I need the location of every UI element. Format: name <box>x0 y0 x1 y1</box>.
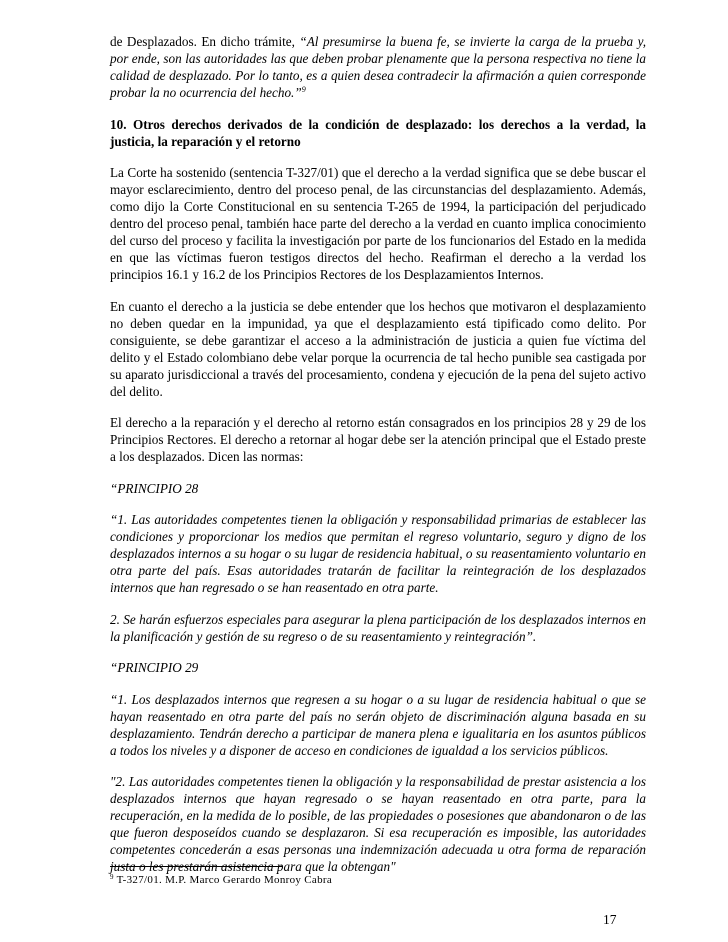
footnote-mark: 9 <box>110 873 114 881</box>
paragraph-intro <box>110 33 646 101</box>
principle-28-title: “PRINCIPIO 28 <box>110 480 199 496</box>
footnote-text: T-327/01. M.P. Marco Gerardo Monroy Cabra <box>113 874 333 886</box>
footnote-reference: 9 <box>301 85 306 94</box>
paragraph-justice: En cuanto el derecho a la justicia se debe entender que los hechos que motivaron el desplazamiento no deben quedar en la impunidad, ya que el desplazamiento está tipificado como delito. Por consiguiente, se debe garantizar el acceso a la administración de justicia a quien fue víctima del delito y el Estado colombiano debe velar porque la ocurrencia de tal hecho punible sea castigada por su aparato jurisdiccional a través del procesamiento, condena y ejecución de la pena del sujeto activo del delito. <box>110 298 646 399</box>
intro-quote: “Al presumirse la buena fe, se invierte la carga de la prueba y, por ende, son las autoridades las que deben probar plenamente que la persona respectiva no tiene la calidad de desplazado. Por lo tanto, es a quien desea contradecir la afirmación a quien corresponde probar la no ocurrencia del hecho.” <box>110 34 647 100</box>
page-number: 17 <box>603 912 617 927</box>
paragraph-reparation: El derecho a la reparación y el derecho al retorno están consagrados en los principios 28 y 29 de los Principios Rectores. El derecho a retornar al hogar debe ser la atención principal que el Estado preste a los desplazados. Dicen las normas: <box>110 415 646 464</box>
paragraph-truth: La Corte ha sostenido (sentencia T-327/01) que el derecho a la verdad significa que se debe buscar el mayor esclarecimiento, dentro del proceso penal, de las circunstancias del desplazamiento. Además, como dijo la Corte Constitucional en su sentencia T-265 de 1994, la participación del perjudicado dentro del proceso penal, también hace parte del derecho a la verdad en cuanto implica conocimiento del curso del proceso y facilita la investigación por parte de los funcionarios del Estado en la medida en que las víctimas fueron testigos directos del hecho. Reafirman el derecho a la verdad los principios 16.1 y 16.2 de los Principios Rectores de los Desplazamientos Internos. <box>110 165 646 282</box>
principle-28-item-1: “1. Las autoridades competentes tienen la obligación y responsabilidad primarias de establecer las condiciones y proporcionar los medios que permitan el regreso voluntario, seguro y digno de los desplazados internos a su hogar o su lugar de residencia habitual, o su reasentamiento voluntario en otra parte del país. Esas autoridades tratarán de facilitar la reintegración de los desplazados internos que han regresado o se han reasentado en otra parte. <box>110 512 646 595</box>
section-heading: 10. Otros derechos derivados de la condición de desplazado: los derechos a la verdad, la justicia, la reparación y el retorno <box>110 116 646 149</box>
principle-29-item-2: "2. Las autoridades competentes tienen la obligación y la responsabilidad de prestar asistencia a los desplazados internos que hayan regresado o se hayan reasentado en otra parte, para la recuperación, en la medida de lo posible, de las propiedades o posesiones que abandonaron o de las que fueron desposeídos cuando se desplazaron. Si esa recuperación es imposible, las autoridades competentes concederán a esas personas una indemnización adecuada u otra forma de reparación justa o les prestarán asistencia para que la obtengan" <box>110 774 646 874</box>
principle-28-item-2: 2. Se harán esfuerzos especiales para asegurar la plena participación de los desplazados internos en la planificación y gestión de su regreso o de su reasentamiento y reintegración”. <box>110 611 646 644</box>
principle-29-title: “PRINCIPIO 29 <box>110 660 199 675</box>
body-text <box>110 33 646 890</box>
principle-29-item-1: “1. Los desplazados internos que regresen a su hogar o a su lugar de residencia habitual o que se hayan reasentado en otra parte del país no serán objeto de discriminación alguna basada en su desplazamiento. Tendrán derecho a participar de manera plena e igualitaria en los asuntos públicos a todos los niveles y a disponer de acceso en condiciones de igualdad a los servicios públicos. <box>110 691 646 758</box>
intro-text: de Desplazados. En dicho trámite, <box>110 34 300 49</box>
footnote <box>110 873 646 887</box>
footnote-divider <box>110 866 282 867</box>
